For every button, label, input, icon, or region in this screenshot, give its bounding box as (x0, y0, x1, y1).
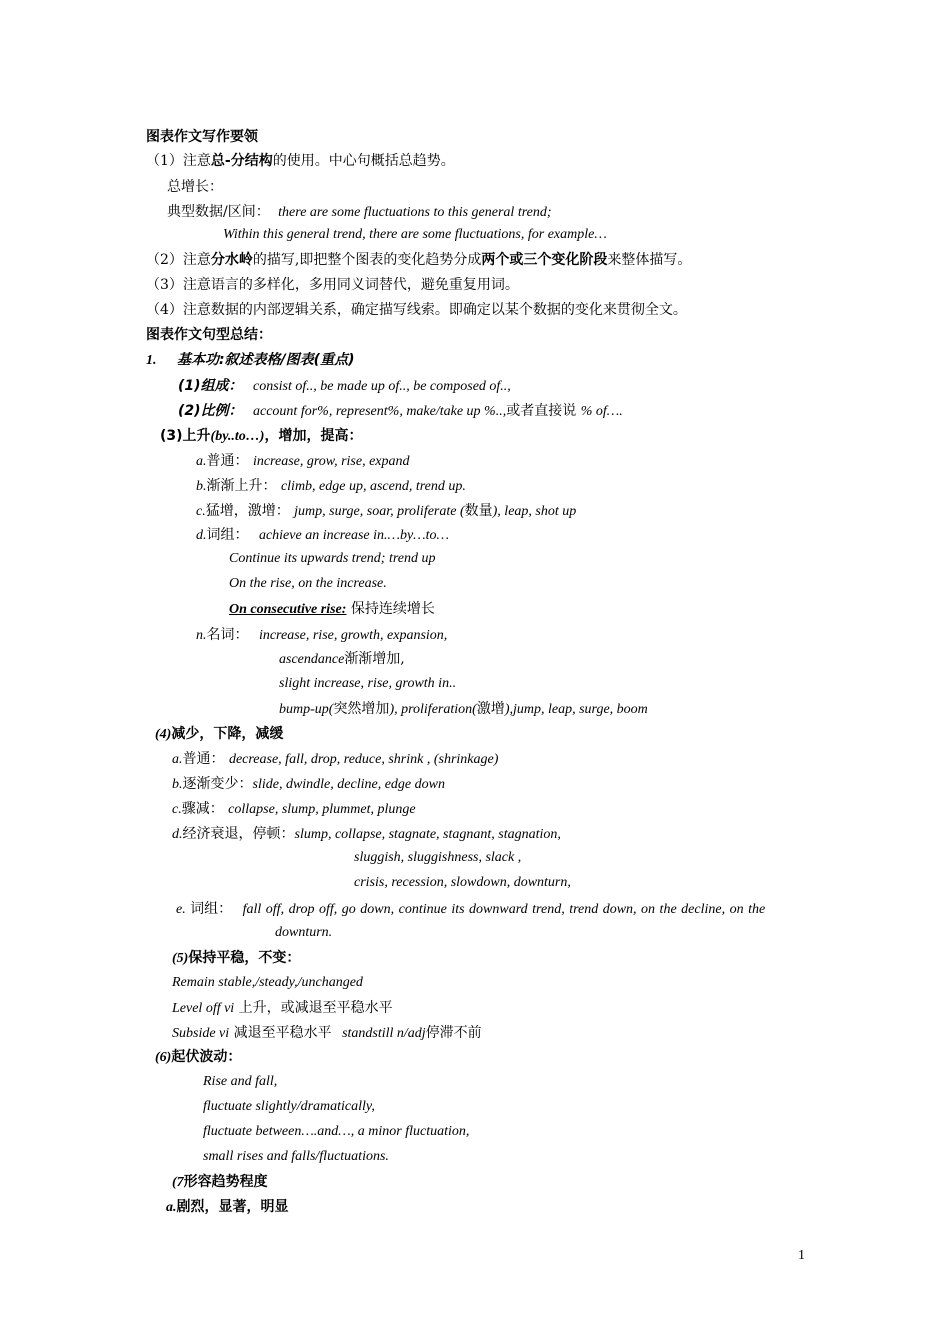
stable-l2 (172, 999, 393, 1018)
decrease-d-label: d. (172, 827, 183, 842)
composition (178, 377, 511, 396)
decrease-e-label: e. (176, 902, 186, 917)
rise-n (196, 626, 447, 645)
rise-c-en2: ), leap, shot up (492, 504, 577, 519)
page-title: 图表作文写作要领 (146, 129, 258, 145)
summary-title: 图表作文句型总结： (146, 327, 272, 343)
rise-heading-b: (by..to…) (210, 429, 265, 444)
stable-l2-en: Level off vi (172, 1001, 235, 1016)
proportion-label: (2)比例： (178, 403, 243, 419)
fluct-l1: Rise and fall, (203, 1074, 278, 1089)
rise-d (196, 526, 449, 545)
rise-a-cn: 普通： (206, 453, 249, 469)
rise-n2-cn: 渐渐增加, (344, 651, 405, 667)
rise-n4-cn2: 激增 (476, 701, 505, 717)
tip-2-bold1: 分水岭 (210, 252, 253, 268)
degree-a-cn: 剧烈，显著，明显 (176, 1199, 289, 1215)
rise-n4-en2: ), proliferation( (389, 702, 477, 717)
proportion-text-tail: % of…. (580, 404, 623, 419)
degree-a-label: a. (166, 1200, 177, 1215)
tip-4: （4）注意数据的内部逻辑关系，确定描写线索。即确定以某个数据的变化来贯彻全文。 (146, 302, 687, 318)
rise-b-en: climb, edge up, ascend, trend up. (280, 479, 466, 494)
decrease-heading (155, 725, 283, 744)
section-1-heading (146, 351, 354, 370)
stable-l3-cn2: 停滞不前 (425, 1025, 482, 1041)
rise-heading-a: (3)上升 (160, 428, 211, 444)
rise-b-cn: 渐渐上升： (206, 478, 277, 494)
within-trend: Within this general trend, there are some fluctuations, for example… (223, 227, 607, 242)
decrease-e-cn: 词组： (190, 901, 233, 917)
decrease-c-label: c. (172, 802, 182, 817)
rise-c-label: c. (196, 504, 206, 519)
decrease-a (172, 750, 498, 769)
typical-data (167, 203, 552, 222)
stable-l1: Remain stable,/steady,/unchanged (172, 975, 363, 990)
decrease-c-en: collapse, slump, plummet, plunge (228, 802, 416, 817)
rise-d4-cn: 保持连续增长 (350, 601, 435, 617)
tip-1 (146, 152, 455, 170)
stable-heading (172, 949, 300, 968)
typical-label: 典型数据/区间： (167, 204, 270, 220)
decrease-e-en: fall off, drop off, go down, continue its downward trend, trend down, on the decline, on the (242, 902, 766, 917)
rise-n2 (279, 650, 405, 669)
rise-n-label: n. (196, 628, 207, 643)
rise-c-en1: jump, surge, soar, proliferate ( (294, 504, 465, 519)
fluct-l4: small rises and falls/fluctuations. (203, 1149, 389, 1164)
decrease-d (172, 825, 561, 844)
decrease-a-en: decrease, fall, drop, reduce, shrink , (shrinkage) (228, 752, 499, 767)
composition-text: consist of.., be made up of.., be composed of.., (253, 379, 511, 394)
rise-d-en: achieve an increase in.…by…to… (258, 528, 449, 543)
degree-heading (172, 1173, 268, 1192)
tip-2-mid: 的描写,即把整个图表的变化趋势分成 (252, 252, 482, 268)
rise-heading (160, 427, 362, 446)
rise-n2-en: ascendance (279, 652, 345, 667)
rise-d2: Continue its upwards trend; trend up (229, 551, 436, 566)
page-number: 1 (798, 1248, 805, 1263)
rise-d4-en: On consecutive rise: (229, 602, 347, 617)
decrease-heading-a: (4) (155, 727, 172, 742)
composition-label: (1)组成： (178, 378, 243, 394)
tip-2-suffix: 来整体描写。 (607, 252, 692, 268)
decrease-d-en: slump, collapse, stagnate, stagnant, stagnation, (294, 827, 561, 842)
decrease-b-label: b. (172, 777, 183, 792)
proportion-text-en: account for%, represent%, make/take up %.., (253, 404, 507, 419)
proportion-text-cn: 或者直接说 (506, 403, 577, 419)
proportion (178, 402, 623, 421)
stable-l3-cn: 减退至平稳水平 (233, 1025, 332, 1041)
degree-heading-b: 形容趋势程度 (183, 1174, 268, 1190)
rise-c (196, 502, 576, 521)
rise-d-cn: 词组： (206, 527, 249, 543)
stable-l2-cn: 上升，或减退至平稳水平 (238, 1000, 393, 1016)
rise-d-label: d. (196, 528, 207, 543)
degree-a (166, 1198, 289, 1217)
rise-c-cn: 猛增，激增： (205, 503, 290, 519)
stable-l3 (172, 1024, 482, 1043)
section-1-title: 基本功:叙述表格/图表(重点) (176, 352, 355, 368)
decrease-c-cn: 骤减： (181, 801, 224, 817)
rise-d4 (229, 600, 435, 619)
decrease-a-label: a. (172, 752, 183, 767)
decrease-b (172, 775, 445, 794)
typical-en: there are some fluctuations to this general trend; (278, 205, 552, 220)
fluct-heading-a: (6) (155, 1050, 172, 1065)
total-growth: 总增长： (167, 179, 223, 195)
stable-heading-a: (5) (172, 951, 189, 966)
tip-3: （3）注意语言的多样化，多用同义词替代，避免重复用词。 (146, 277, 519, 293)
stable-l3-en: Subside vi (172, 1026, 230, 1041)
decrease-heading-b: 减少，下降，减缓 (171, 726, 284, 742)
rise-n4-en3: ),jump, leap, surge, boom (504, 702, 648, 717)
rise-n4-en1: bump-up( (279, 702, 334, 717)
decrease-e (176, 900, 765, 919)
stable-heading-b: 保持平稳，不变： (188, 950, 301, 966)
stable-l3-en2: standstill n/adj (342, 1026, 426, 1041)
tip-1-suffix: 的使用。中心句概括总趋势。 (272, 153, 455, 169)
section-1-num: 1. (146, 353, 157, 368)
fluct-l3: fluctuate between….and…, a minor fluctuation, (203, 1124, 470, 1139)
decrease-d-cn: 经济衰退，停顿： (182, 826, 295, 842)
degree-heading-a: (7 (172, 1175, 184, 1190)
rise-n3: slight increase, rise, growth in.. (279, 676, 457, 691)
rise-a-label: a. (196, 454, 207, 469)
rise-b-label: b. (196, 479, 207, 494)
decrease-b-cn: 逐渐变少： (182, 776, 253, 792)
decrease-b-en: slide, dwindle, decline, edge down (252, 777, 445, 792)
fluct-heading-b: 起伏波动： (171, 1049, 242, 1065)
tip-2-bold2: 两个或三个变化阶段 (481, 252, 608, 268)
tip-2-prefix: （2）注意 (146, 252, 211, 268)
tip-1-bold: 总-分结构 (210, 153, 273, 169)
decrease-d2: sluggish, sluggishness, slack , (354, 850, 522, 865)
rise-c-cn2: 数量 (464, 503, 493, 519)
rise-a (196, 452, 410, 471)
rise-n-en: increase, rise, growth, expansion, (258, 628, 448, 643)
decrease-d3: crisis, recession, slowdown, downturn, (354, 875, 571, 890)
rise-b (196, 477, 466, 496)
decrease-c (172, 800, 416, 819)
decrease-e2: downturn. (275, 925, 333, 940)
rise-d3: On the rise, on the increase. (229, 576, 387, 591)
decrease-a-cn: 普通： (182, 751, 225, 767)
tip-1-prefix: （1）注意 (146, 153, 211, 169)
fluct-heading (155, 1048, 241, 1067)
rise-n-cn: 名词： (206, 627, 249, 643)
rise-n4 (279, 700, 648, 719)
fluct-l2: fluctuate slightly/dramatically, (203, 1099, 375, 1114)
rise-heading-c: ，增加，提高： (264, 428, 363, 444)
rise-a-en: increase, grow, rise, expand (252, 454, 410, 469)
rise-n4-cn1: 突然增加 (333, 701, 390, 717)
tip-2 (146, 251, 691, 269)
